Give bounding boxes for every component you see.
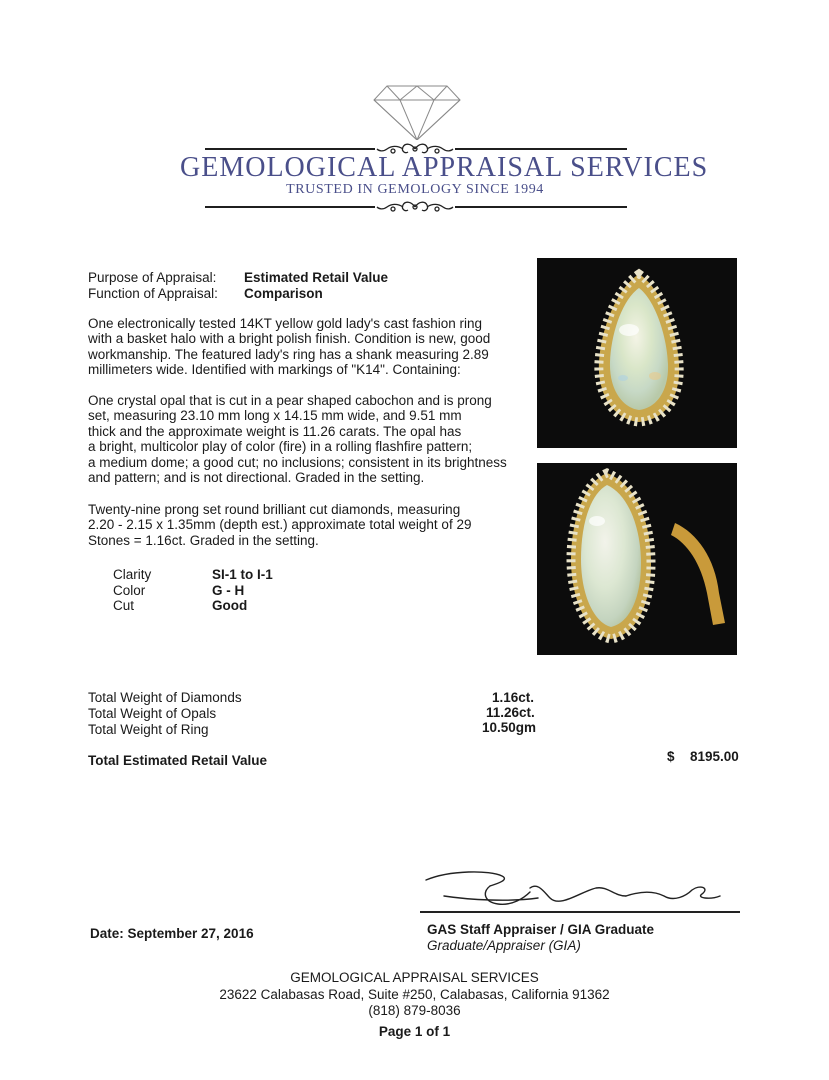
color-value: G - H	[212, 583, 245, 598]
total-opals-value: 11.26ct.	[486, 705, 535, 720]
purpose-label: Purpose of Appraisal:	[88, 270, 217, 285]
function-label: Function of Appraisal:	[88, 286, 218, 301]
diamond-logo-icon	[372, 80, 462, 142]
total-diamonds-value: 1.16ct.	[492, 690, 535, 705]
appraisal-date: Date: September 27, 2016	[90, 926, 254, 941]
page-number: Page 1 of 1	[378, 1024, 451, 1039]
ring-photo-top	[537, 258, 737, 448]
footer-phone: (818) 879-8036	[368, 1003, 461, 1018]
total-ring-label: Total Weight of Ring	[88, 722, 209, 737]
ring-photo-side	[537, 463, 737, 655]
purpose-value: Estimated Retail Value	[244, 270, 389, 285]
footer-company: GEMOLOGICAL APPRAISAL SERVICES	[290, 970, 539, 985]
footer-address: 23622 Calabasas Road, Suite #250, Calabasas, California 91362	[219, 987, 610, 1002]
cut-value: Good	[212, 598, 248, 613]
clarity-value: SI-1 to I-1	[212, 567, 273, 582]
opal-description: One crystal opal that is cut in a pear shaped cabochon and is prong set, measuring 23.10 mm long x 14.15 mm wide, and 9.51 mm thick and the approximate weight is 11.26 carats. The opal has a bright, multicolor play of color (fire) in a rolling flashfire pattern; a medium dome; a good cut; no inclusions; consistent in its brightness and pattern; and is not directional. Graded in the setting.	[88, 393, 507, 486]
appraiser-signature	[420, 862, 740, 917]
retail-currency: $	[667, 749, 675, 764]
signature-line	[420, 911, 740, 913]
clarity-label: Clarity	[113, 567, 152, 582]
total-diamonds-label: Total Weight of Diamonds	[88, 690, 242, 705]
total-retail-value: 8195.00	[690, 749, 739, 764]
appraiser-subtitle: Graduate/Appraiser (GIA)	[427, 938, 581, 953]
ring-description: One electronically tested 14KT yellow gold lady's cast fashion ring with a basket halo with a bright polish finish. Condition is new, good workmanship. The featured lady's ring has a shank measuring 2.89 millimeters wide. Identified with markings of "K14". Containing:	[88, 316, 491, 378]
total-retail-label: Total Estimated Retail Value	[88, 753, 268, 768]
scroll-ornament-icon	[375, 198, 455, 216]
total-ring-value: 10.50gm	[482, 720, 537, 735]
function-value: Comparison	[244, 286, 323, 301]
color-label: Color	[113, 583, 146, 598]
company-tagline: TRUSTED IN GEMOLOGY SINCE 1994	[286, 182, 544, 197]
diamonds-description: Twenty-nine prong set round brilliant cut diamonds, measuring 2.20 - 2.15 x 1.35mm (depth est.) approximate total weight of 29 Stones = 1.16ct. Graded in the setting.	[88, 502, 472, 548]
total-opals-label: Total Weight of Opals	[88, 706, 217, 721]
company-name: GEMOLOGICAL APPRAISAL SERVICES	[180, 152, 709, 183]
cut-label: Cut	[113, 598, 135, 613]
appraiser-title: GAS Staff Appraiser / GIA Graduate	[427, 922, 655, 937]
